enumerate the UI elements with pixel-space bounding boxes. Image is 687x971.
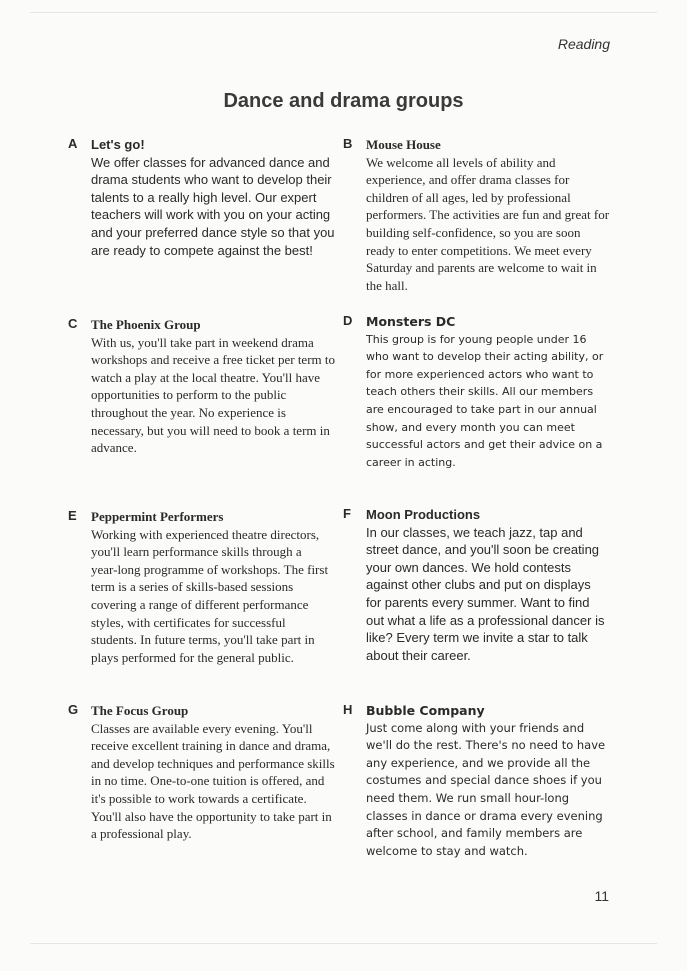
entry-text: With us, you'll take part in weekend drama workshops and receive a free ticket per term to watch a play at the local theatre. You'll have opportunities to perform to the public throughout the year. No experience is necessary, but you will need to book a term in advance. (91, 334, 336, 456)
entry-letter: H (343, 702, 353, 717)
entry-letter: A (68, 136, 78, 151)
entry-letter: F (343, 506, 351, 521)
entry-name: Mouse House (366, 137, 441, 152)
entry-g (68, 702, 335, 843)
entry-name: Monsters DC (366, 314, 456, 329)
section-label: Reading (557, 36, 610, 52)
entry-letter: B (343, 136, 353, 151)
entry-name: The Phoenix Group (91, 317, 201, 332)
entry-a (68, 136, 339, 259)
entry-c (68, 316, 336, 457)
entry-letter: G (68, 702, 79, 717)
entry-name: Moon Productions (366, 507, 481, 522)
entry-b (343, 136, 612, 294)
entry-text: Working with experienced theatre directors, you'll learn performance skills through a year-long programme of workshops. The first term is a series of skills-based sessions covering a range of different performance styles, with certificates for successful students. In future terms, you'll take part in plays performed for the general public. (91, 526, 329, 665)
entry-f (343, 506, 606, 664)
entry-name: The Focus Group (91, 703, 189, 718)
page-title: Dance and drama groups (223, 90, 464, 112)
entry-text: This group is for young people under 16 who want to develop their acting ability, or for more experienced actors who want to teach others their skills. All our members are encouraged to take part in our annual show, and every month you can meet successful actors and get their advice on a career in acting. (366, 332, 604, 469)
entry-e (68, 508, 331, 666)
entry-letter: E (68, 508, 77, 523)
entry-letter: C (68, 316, 78, 331)
entry-d (343, 313, 606, 471)
top-rule (30, 12, 657, 13)
page-number: 11 (594, 888, 609, 904)
entry-text: We offer classes for advanced dance and drama students who want to develop their talents to a really high level. Our expert teachers will work with you on your acting and your preferred dance style so that you are ready to compete against the best! (91, 154, 335, 258)
entry-text: We welcome all levels of ability and experience, and offer drama classes for children of all ages, led by professional performers. The activities are fun and great for building self-confidence, so you are soon ready to enter competitions. We meet every Saturday and parents are welcome to wait in the hall. (366, 154, 610, 293)
entry-letter: D (343, 313, 353, 328)
entry-text: In our classes, we teach jazz, tap and street dance, and you'll soon be creating your own dances. We hold contests against other clubs and put on displays for parents every summer. Want to find out what a life as a professional dancer is like? Every term we invite a star to talk about their career. (366, 524, 605, 663)
bottom-rule (30, 943, 657, 944)
entry-name: Let's go! (91, 137, 145, 152)
entry-name: Bubble Company (366, 703, 485, 718)
entry-h (343, 702, 606, 860)
entry-text: Classes are available every evening. You'll receive excellent training in dance and drama, and develop techniques and performance skills in no time. One-to-one tuition is offered, and it's possible to work towards a certificate. You'll also have the opportunity to take part in a professional play. (91, 720, 335, 842)
entry-text: Just come along with your friends and we'll do the rest. There's no need to have any experience, and we provide all the costumes and special dance shoes if you need them. We run small hour-long classes in dance or drama every evening after school, and family members are welcome to stay and watch. (366, 720, 606, 858)
entry-name: Peppermint Performers (91, 509, 224, 524)
